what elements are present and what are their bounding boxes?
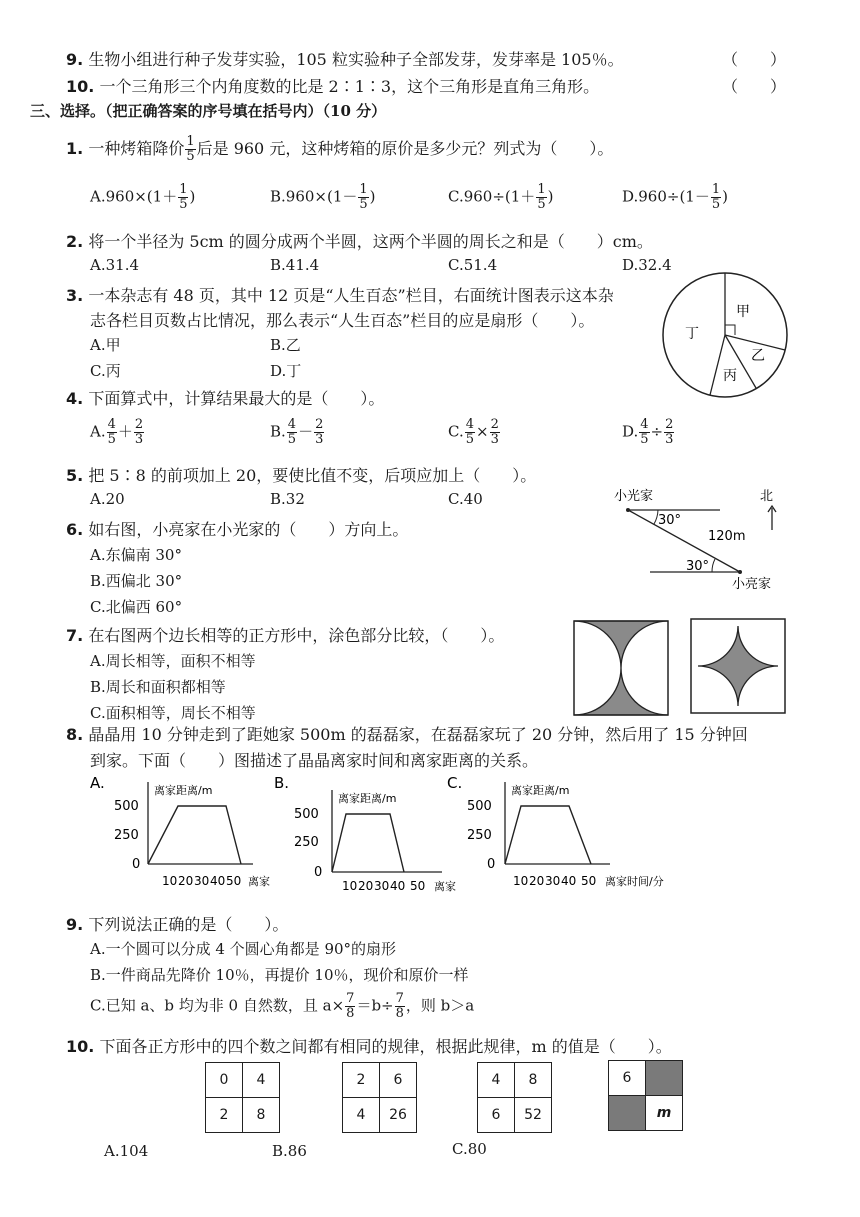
x-tick: 50 (226, 874, 242, 888)
x-tick: 50 (581, 874, 597, 888)
x-tick: 40 (561, 874, 577, 888)
q8-stem-line2: 到家。下面（ ）图描述了晶晶离家时间和离家距离的关系。 (90, 751, 539, 770)
q1-option-b[interactable]: B.960×(1－ $\frac{1}{5}$ ) (270, 182, 376, 212)
graph-label: C. (447, 774, 463, 792)
shaded-cell (609, 1096, 646, 1131)
pie-label-jia: 甲 (736, 304, 750, 320)
x-tick: 30 (545, 874, 561, 888)
q4-stem: 4. 下面算式中，计算结果最大的是（ ）。 (66, 389, 385, 408)
shaded-square-2 (690, 618, 786, 714)
section-title: 三、选择。（把正确答案的序号填在括号内）（10 分） (30, 102, 387, 120)
x-tick: 20 (529, 874, 545, 888)
square-cell: 52 (515, 1098, 552, 1133)
y-tick: 0 (314, 865, 323, 880)
graph-line (332, 814, 404, 872)
shaded-square-1 (573, 620, 669, 716)
shaded-region (574, 621, 668, 715)
x-tick: 10 (162, 874, 178, 888)
q1-stem: 1. 一种烤箱降价 $\frac{1}{5}$ 后是 960 元，这种烤箱的原价是多少元？列式为（ ）。 (66, 134, 614, 164)
y-axis-label: 离家距离/m (154, 784, 213, 797)
pie-radius (710, 335, 725, 395)
x-tick: 20 (358, 879, 374, 892)
square-cell: 2 (206, 1098, 243, 1133)
x-tick: 10 (513, 874, 529, 888)
q9-option-a[interactable]: A.一个圆可以分成 4 个圆心角都是 90°的扇形 (90, 940, 397, 958)
y-tick: 0 (132, 857, 141, 872)
distance-label: 120m (708, 529, 746, 544)
q4-option-b[interactable]: B. $\frac{4}{5}$ － $\frac{2}{3}$ (270, 417, 324, 447)
x-tick: 20 (178, 874, 194, 888)
graph-a[interactable] (88, 772, 288, 892)
q6-option-a[interactable]: A.东偏南 30° (90, 546, 182, 564)
q7-option-b[interactable]: B.周长和面积都相等 (90, 678, 226, 696)
q3-option-c[interactable]: C.丙 (90, 362, 121, 380)
y-tick: 250 (294, 835, 319, 850)
q7-option-c[interactable]: C.面积相等，周长不相等 (90, 704, 256, 722)
square-cell-m: m (646, 1096, 683, 1131)
pie-label-bing: 丙 (723, 368, 737, 384)
q3-option-a[interactable]: A.甲 (90, 336, 121, 354)
point-xiaoguang (626, 508, 630, 512)
shaded-region (698, 626, 778, 706)
q5-option-a[interactable]: A.20 (90, 490, 125, 508)
answer-paren[interactable]: （ ） (722, 77, 787, 96)
pie-chart (660, 270, 790, 400)
q9-option-b[interactable]: B.一件商品先降价 10％，再提价 10％，现价和原价一样 (90, 966, 469, 984)
q4-option-c[interactable]: C. $\frac{4}{5}$ × $\frac{2}{3}$ (448, 417, 499, 447)
graph-label: B. (274, 774, 290, 792)
square-cell: 8 (243, 1098, 280, 1133)
y-tick: 500 (114, 799, 139, 814)
direction-diagram (600, 480, 800, 595)
q8-stem-line1: 8. 晶晶用 10 分钟走到了距她家 500m 的磊磊家，在磊磊家玩了 20 分钟，然后用了 15 分钟回 (66, 725, 748, 744)
q10-option-b[interactable]: B.86 (272, 1142, 307, 1160)
x-tick: 30 (194, 874, 210, 888)
square-cell: 8 (515, 1063, 552, 1098)
number-square-2 (342, 1062, 417, 1133)
q3-option-b[interactable]: B.乙 (270, 336, 301, 354)
fraction: $\frac{1}{5}$ (186, 134, 195, 164)
label-xiaoguang: 小光家 (614, 489, 654, 504)
x-tick: 10 (342, 879, 358, 892)
y-tick: 0 (487, 857, 496, 872)
q10-option-c[interactable]: C.80 (452, 1140, 487, 1158)
q6-option-b[interactable]: B.西偏北 30° (90, 572, 183, 590)
q4-option-a[interactable]: A. $\frac{4}{5}$ ＋ $\frac{2}{3}$ (90, 417, 144, 447)
q2-option-d[interactable]: D.32.4 (622, 256, 672, 274)
judge-q9: 9. 生物小组进行种子发芽实验，105 粒实验种子全部发芽，发芽率是 105％。 (66, 50, 624, 69)
q10-stem: 10. 下面各正方形中的四个数之间都有相同的规律，根据此规律，m 的值是（ ）。 (66, 1037, 672, 1056)
square-cell: 6 (380, 1063, 417, 1098)
square-cell: 4 (343, 1098, 380, 1133)
y-tick: 500 (294, 807, 319, 822)
x-axis-label: 离家时间/分 (605, 875, 664, 888)
x-tick: 50 (410, 879, 426, 892)
q3-stem-line2: 志各栏目页数占比情况，那么表示“人生百态”栏目的应是扇形（ ）。 (90, 311, 595, 330)
number-square-3 (477, 1062, 552, 1133)
angle-label-2: 30° (686, 559, 710, 574)
square-cell: 4 (478, 1063, 515, 1098)
north-label: 北 (760, 489, 774, 504)
graph-line (505, 806, 591, 864)
q9-option-c[interactable]: C.已知 a、b 均为非 0 自然数，且 a× $\frac{7}{8}$ ＝b÷ $\frac{7}{8}$ ，则 b＞a (90, 991, 475, 1021)
q5-option-b[interactable]: B.32 (270, 490, 305, 508)
q2-stem: 2. 将一个半径为 5cm 的圆分成两个半圆，这两个半圆的周长之和是（ ）cm。 (66, 232, 653, 251)
graph-label: A. (90, 774, 105, 792)
q6-stem: 6. 如右图，小亮家在小光家的（ ）方向上。 (66, 520, 409, 539)
label-xiaoliang: 小亮家 (732, 577, 772, 592)
graph-line (148, 806, 241, 864)
q7-stem: 7. 在右图两个边长相等的正方形中，涂色部分比较，（ ）。 (66, 626, 505, 645)
shaded-cell (646, 1061, 683, 1096)
x-axis-label: 离家 (434, 880, 456, 892)
number-square-4 (608, 1060, 683, 1131)
x-tick: 40 (210, 874, 226, 888)
q6-option-c[interactable]: C.北偏西 60° (90, 598, 183, 616)
q5-option-c[interactable]: C.40 (448, 490, 483, 508)
q1-option-c[interactable]: C.960÷(1＋ $\frac{1}{5}$ ) (448, 182, 554, 212)
x-axis-label: 离家 (248, 875, 270, 888)
q9-stem: 9. 下列说法正确的是（ ）。 (66, 915, 289, 934)
q3-option-d[interactable]: D.丁 (270, 362, 302, 380)
q1-option-a[interactable]: A.960×(1＋ $\frac{1}{5}$ ) (90, 182, 196, 212)
square-cell: 4 (243, 1063, 280, 1098)
q10-option-a[interactable]: A.104 (104, 1142, 149, 1160)
q5-stem: 5. 把 5∶8 的前项加上 20，要使比值不变，后项应加上（ ）。 (66, 466, 537, 485)
y-tick: 250 (114, 828, 139, 843)
square-cell: 6 (478, 1098, 515, 1133)
y-axis-label: 离家距离/m (338, 792, 397, 805)
graph-b[interactable] (272, 772, 472, 892)
q4-option-d[interactable]: D. $\frac{4}{5}$ ÷ $\frac{2}{3}$ (622, 417, 674, 447)
q1-option-d[interactable]: D.960÷(1－ $\frac{1}{5}$ ) (622, 182, 728, 212)
x-tick: 40 (390, 879, 406, 892)
pie-label-ding: 丁 (685, 326, 699, 342)
q3-stem-line1: 3. 一本杂志有 48 页，其中 12 页是“人生百态”栏目，右面统计图表示这本杂 (66, 286, 614, 305)
angle-arc (712, 559, 715, 572)
graph-c[interactable] (445, 772, 700, 892)
angle-label-1: 30° (658, 513, 682, 528)
number-square-1 (205, 1062, 280, 1133)
judge-q10: 10. 一个三角形三个内角度数的比是 2∶1∶3，这个三角形是直角三角形。 (66, 77, 600, 96)
y-tick: 250 (467, 828, 492, 843)
right-angle-mark (725, 325, 735, 335)
y-axis-label: 离家距离/m (511, 784, 570, 797)
q2-option-a[interactable]: A.31.4 (90, 256, 139, 274)
square-cell: 0 (206, 1063, 243, 1098)
q2-option-c[interactable]: C.51.4 (448, 256, 498, 274)
q7-option-a[interactable]: A.周长相等，面积不相等 (90, 652, 256, 670)
square-cell: 26 (380, 1098, 417, 1133)
q2-option-b[interactable]: B.41.4 (270, 256, 320, 274)
answer-paren[interactable]: （ ） (722, 50, 787, 69)
pie-label-yi: 乙 (751, 348, 765, 364)
square-cell: 6 (609, 1061, 646, 1096)
square-cell: 2 (343, 1063, 380, 1098)
y-tick: 500 (467, 799, 492, 814)
x-tick: 30 (374, 879, 390, 892)
